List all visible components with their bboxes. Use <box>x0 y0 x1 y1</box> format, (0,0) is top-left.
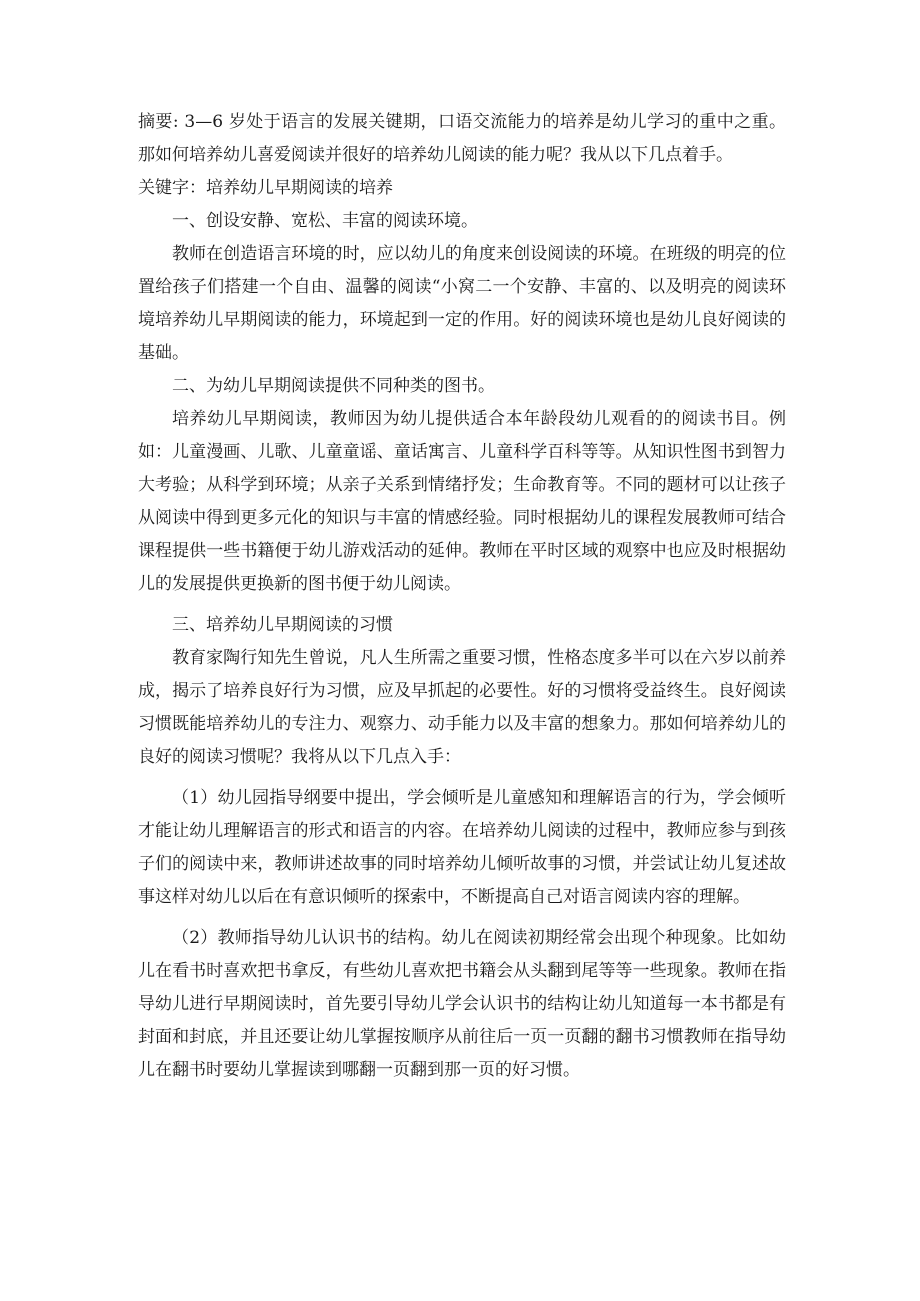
keywords-line: 关键字：培养幼儿早期阅读的培养 <box>138 178 393 198</box>
section-3-paragraph-intro: 教育家陶行知先生曾说，凡人生所需之重要习惯，性格态度多半可以在六岁以前养成，揭示了培养良好行为习惯，应及早抓起的必要性。好的习惯将受益终生。良好阅读习惯既能培养幼儿的专注力、观察力、动手能力以及丰富的想象力。那如何培养幼儿的良好的阅读习惯呢？我将从以下几点入手： <box>138 648 786 767</box>
section-1-paragraph: 教师在创造语言环境的时，应以幼儿的角度来创设阅读的环境。在班级的明亮的位置给孩子们搭建一个自由、温馨的阅读“小窝二一个安静、丰富的、以及明亮的阅读环境培养幼儿早期阅读的能力，环境起到一定的作用。好的阅读环境也是幼儿良好阅读的基础。 <box>138 244 786 363</box>
section-heading-2: 二、为幼儿早期阅读提供不同种类的图书。 <box>172 376 495 396</box>
section-3-item-2: （2）教师指导幼儿认识书的结构。幼儿在阅读初期经常会出现个种现象。比如幼儿在看书时喜欢把书拿反，有些幼儿喜欢把书籍会从头翻到尾等等一些现象。教师在指导幼儿进行早期阅读时，首先要引导幼儿学会认识书的结构让幼儿知道每一本书都是有封面和封底，并且还要让幼儿掌握按顺序从前往后一页一页翻的翻书习惯教师在指导幼儿在翻书时要幼儿掌握读到哪翻一页翻到那一页的好习惯。 <box>138 928 786 1080</box>
abstract-paragraph: 摘要: 3—6 岁处于语言的发展关键期，口语交流能力的培养是幼儿学习的重中之重。那如何培养幼儿喜爱阅读并很好的培养幼儿阅读的能力呢？我从以下几点着手。 <box>138 112 786 165</box>
section-heading-3: 三、培养幼儿早期阅读的习惯 <box>172 615 393 635</box>
section-2-paragraph: 培养幼儿早期阅读，教师因为幼儿提供适合本年龄段幼儿观看的的阅读书目。例如：儿童漫画、儿歌、儿童童谣、童话寓言、儿童科学百科等等。从知识性图书到智力大考验；从科学到环境；从亲子关系到情绪抒发；生命教育等。不同的题材可以让孩子从阅读中得到更多元化的知识与丰富的情感经验。同时根据幼儿的课程发展教师可结合课程提供一些书籍便于幼儿游戏活动的延伸。教师在平时区域的观察中也应及时根据幼儿的发展提供更换新的图书便于幼儿阅读。 <box>138 409 786 594</box>
section-3-item-1: （1）幼儿园指导纲要中提出，学会倾听是儿童感知和理解语言的行为，学会倾听才能让幼儿理解语言的形式和语言的内容。在培养幼儿阅读的过程中，教师应参与到孩子们的阅读中来，教师讲述故事的同时培养幼儿倾听故事的习惯，并尝试让幼儿复述故事这样对幼儿以后在有意识倾听的探索中，不断提高自己对语言阅读内容的理解。 <box>138 788 786 907</box>
section-heading-1: 一、创设安静、宽松、丰富的阅读环境。 <box>172 211 478 231</box>
document-page <box>138 106 786 1087</box>
